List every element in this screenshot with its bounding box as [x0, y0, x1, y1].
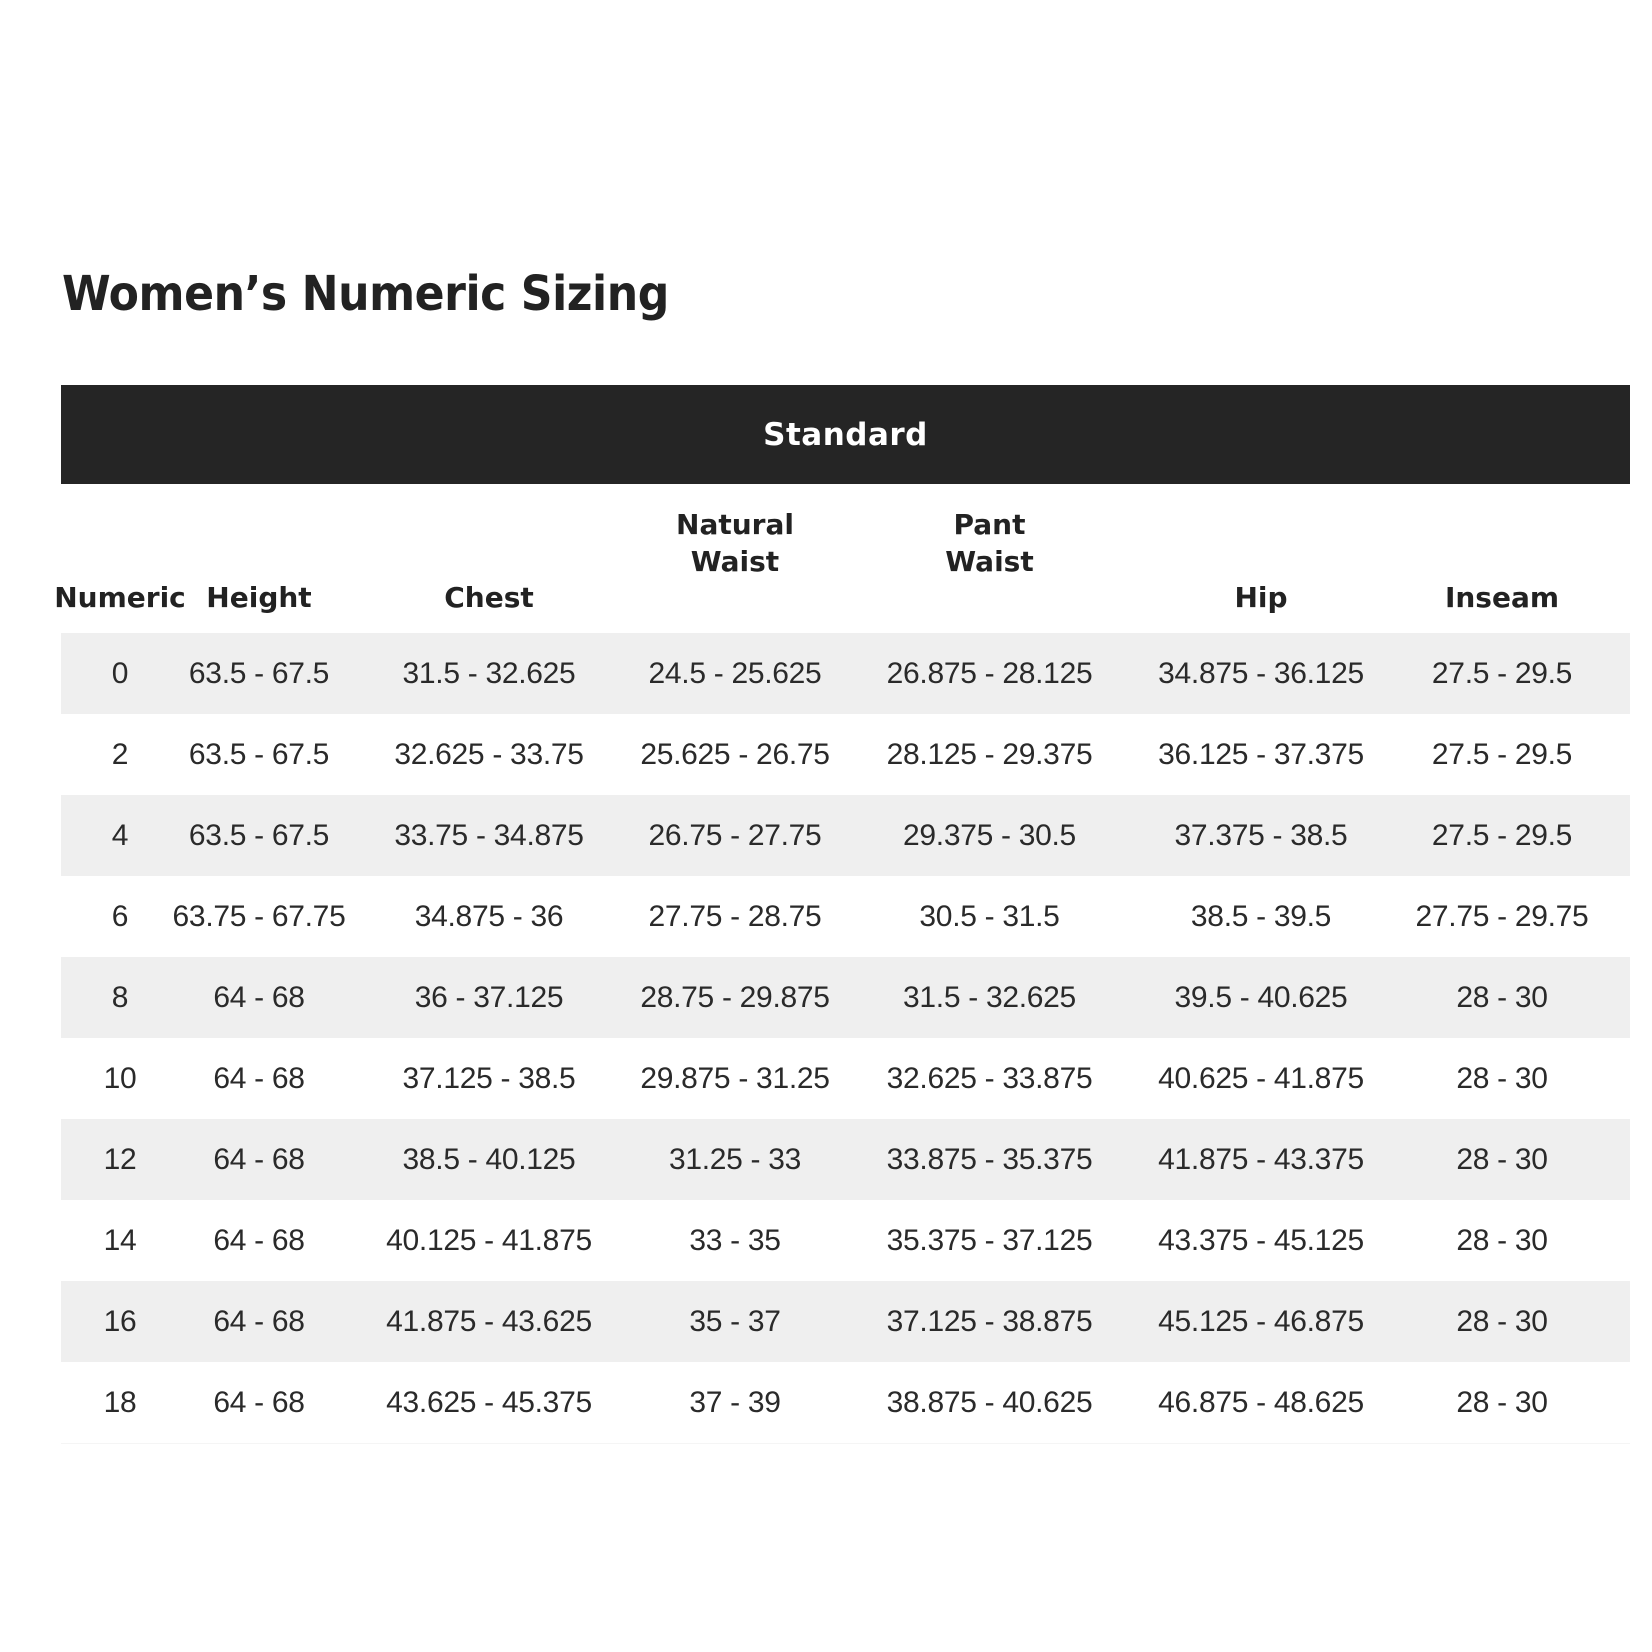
- cell-pant-waist: 38.875 - 40.625: [886, 1385, 1093, 1419]
- cell-numeric: 18: [103, 1385, 137, 1419]
- cell-chest: 34.875 - 36: [414, 899, 564, 933]
- cell-natural-waist: 28.75 - 29.875: [640, 980, 830, 1014]
- cell-pant-waist: 31.5 - 32.625: [903, 980, 1076, 1014]
- cell-height: 63.5 - 67.5: [188, 656, 330, 690]
- column-header-inseam: Inseam: [1444, 581, 1560, 614]
- column-header-pant-waist: Pant Waist: [945, 508, 1034, 578]
- cell-numeric: 2: [111, 737, 129, 771]
- cell-height: 64 - 68: [213, 980, 305, 1014]
- cell-pant-waist: 37.125 - 38.875: [886, 1304, 1093, 1338]
- cell-height: 64 - 68: [213, 1142, 305, 1176]
- cell-natural-waist: 24.5 - 25.625: [648, 656, 822, 690]
- cell-natural-waist: 26.75 - 27.75: [648, 818, 822, 852]
- table-row: [61, 1038, 1630, 1119]
- section-header-label: Standard: [763, 416, 928, 453]
- cell-natural-waist: 31.25 - 33: [668, 1142, 802, 1176]
- column-header-chest: Chest: [444, 581, 534, 614]
- cell-chest: 31.5 - 32.625: [402, 656, 576, 690]
- cell-pant-waist: 28.125 - 29.375: [886, 737, 1093, 771]
- cell-numeric: 10: [103, 1061, 137, 1095]
- cell-numeric: 12: [103, 1142, 137, 1176]
- cell-pant-waist: 33.875 - 35.375: [886, 1142, 1093, 1176]
- column-header-height: Height: [206, 581, 312, 614]
- cell-hip: 46.875 - 48.625: [1158, 1385, 1364, 1419]
- cell-numeric: 14: [103, 1223, 137, 1257]
- cell-height: 63.5 - 67.5: [188, 818, 330, 852]
- page-title: Women’s Numeric Sizing: [62, 266, 669, 322]
- column-header-natural-waist: Natural Waist: [676, 508, 794, 578]
- table-row: [61, 1200, 1630, 1281]
- cell-inseam: 27.75 - 29.75: [1415, 899, 1589, 933]
- cell-height: 64 - 68: [213, 1385, 305, 1419]
- cell-hip: 39.5 - 40.625: [1174, 980, 1348, 1014]
- column-header-hip: Hip: [1234, 581, 1288, 614]
- cell-hip: 36.125 - 37.375: [1158, 737, 1364, 771]
- cell-inseam: 28 - 30: [1456, 1061, 1548, 1095]
- cell-natural-waist: 25.625 - 26.75: [640, 737, 830, 771]
- cell-chest: 37.125 - 38.5: [402, 1061, 576, 1095]
- cell-numeric: 6: [111, 899, 129, 933]
- cell-inseam: 27.5 - 29.5: [1431, 737, 1573, 771]
- cell-hip: 38.5 - 39.5: [1190, 899, 1332, 933]
- cell-height: 64 - 68: [213, 1223, 305, 1257]
- cell-height: 63.75 - 67.75: [172, 899, 346, 933]
- cell-inseam: 28 - 30: [1456, 980, 1548, 1014]
- cell-chest: 32.625 - 33.75: [394, 737, 584, 771]
- section-header-band: [61, 385, 1630, 484]
- cell-hip: 43.375 - 45.125: [1158, 1223, 1364, 1257]
- cell-pant-waist: 30.5 - 31.5: [919, 899, 1060, 933]
- cell-chest: 36 - 37.125: [414, 980, 564, 1014]
- cell-pant-waist: 29.375 - 30.5: [903, 818, 1076, 852]
- cell-hip: 37.375 - 38.5: [1174, 818, 1348, 852]
- cell-height: 63.5 - 67.5: [188, 737, 330, 771]
- table-row: [61, 1281, 1630, 1362]
- cell-height: 64 - 68: [213, 1061, 305, 1095]
- table-row: [61, 1119, 1630, 1200]
- cell-natural-waist: 27.75 - 28.75: [648, 899, 822, 933]
- cell-pant-waist: 26.875 - 28.125: [886, 656, 1093, 690]
- column-header-numeric: Numeric: [54, 581, 186, 614]
- cell-natural-waist: 35 - 37: [689, 1304, 781, 1338]
- cell-chest: 43.625 - 45.375: [386, 1385, 592, 1419]
- cell-hip: 34.875 - 36.125: [1158, 656, 1364, 690]
- cell-numeric: 4: [111, 818, 129, 852]
- table-header-row: [54, 508, 1630, 618]
- cell-numeric: 16: [103, 1304, 137, 1338]
- cell-height: 64 - 68: [213, 1304, 305, 1338]
- table-row: [61, 795, 1630, 876]
- cell-inseam: 28 - 30: [1456, 1223, 1548, 1257]
- cell-numeric: 8: [111, 980, 129, 1014]
- cell-inseam: 27.5 - 29.5: [1431, 656, 1573, 690]
- cell-inseam: 28 - 30: [1456, 1142, 1548, 1176]
- cell-chest: 33.75 - 34.875: [394, 818, 584, 852]
- cell-pant-waist: 35.375 - 37.125: [886, 1223, 1093, 1257]
- cell-inseam: 28 - 30: [1456, 1304, 1548, 1338]
- cell-pant-waist: 32.625 - 33.875: [886, 1061, 1093, 1095]
- table-row: [61, 1362, 1630, 1444]
- cell-inseam: 27.5 - 29.5: [1431, 818, 1573, 852]
- cell-natural-waist: 33 - 35: [689, 1223, 781, 1257]
- cell-chest: 41.875 - 43.625: [386, 1304, 592, 1338]
- size-table-body: [61, 633, 1630, 1444]
- cell-chest: 40.125 - 41.875: [386, 1223, 592, 1257]
- table-row: [61, 876, 1630, 957]
- cell-hip: 41.875 - 43.375: [1158, 1142, 1364, 1176]
- cell-natural-waist: 29.875 - 31.25: [640, 1061, 830, 1095]
- cell-numeric: 0: [111, 656, 129, 690]
- cell-hip: 40.625 - 41.875: [1158, 1061, 1364, 1095]
- cell-natural-waist: 37 - 39: [689, 1385, 781, 1419]
- table-row: [61, 957, 1630, 1038]
- table-row: [61, 714, 1630, 795]
- table-row: [61, 633, 1630, 714]
- cell-hip: 45.125 - 46.875: [1158, 1304, 1364, 1338]
- cell-inseam: 28 - 30: [1456, 1385, 1548, 1419]
- cell-chest: 38.5 - 40.125: [402, 1142, 576, 1176]
